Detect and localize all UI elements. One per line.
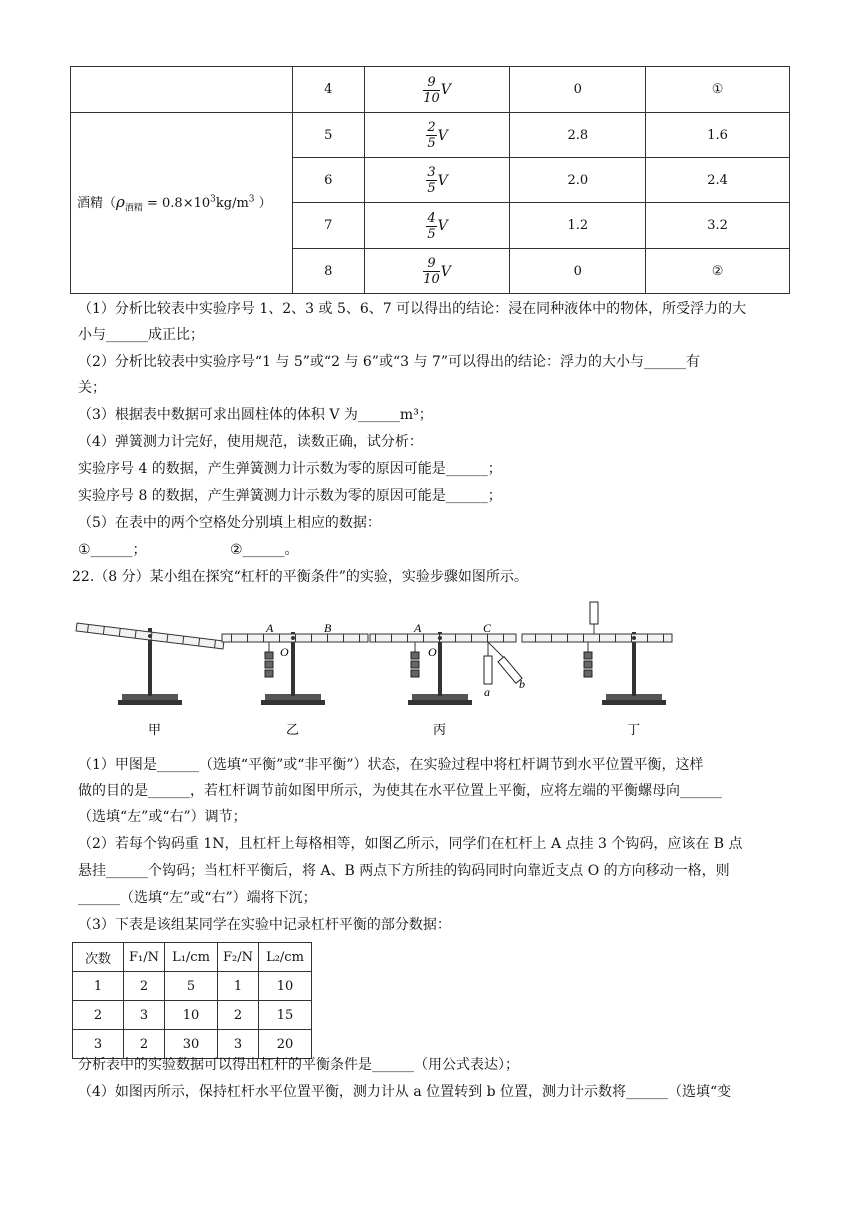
volume-fraction: $\frac{2}{5}$ V <box>364 113 510 158</box>
q22-part1-line1: （1）甲图是______（选填“平衡”或“非平衡”）状态，在实验过程中将杠杆调节到水平位置平衡，这样 <box>78 757 704 773</box>
lever-bing <box>370 621 525 705</box>
alcohol-density-label: 酒精（$\rho_{酒精} = 0.8\times 10^3kg/m^3$ ） <box>71 113 293 294</box>
point-label-O: O <box>428 645 437 659</box>
lever-jia <box>76 623 224 705</box>
spring-reading: 0 <box>510 249 646 294</box>
trial-number: 5 <box>292 113 364 158</box>
empty-cell <box>71 67 293 113</box>
volume-fraction: $\frac{9}{10}$ V <box>364 67 510 113</box>
q22-title: 22.（8 分）某小组在探究“杠杆的平衡条件”的实验，实验步骤如图所示。 <box>72 569 528 585</box>
fig-label-ding: 丁 <box>627 722 641 737</box>
point-label-A: A <box>414 621 422 635</box>
buoyancy-value: ② <box>646 249 790 294</box>
table-cell: 20 <box>259 1030 312 1059</box>
q22-part2-line1: （2）若每个钩码重 1N，且杠杆上每格相等，如图乙所示，同学们在杠杆上 A 点挂 3 个钩码，应该在 B 点 <box>78 836 743 852</box>
table-cell: 15 <box>259 1001 312 1030</box>
q21-part4-line1: （4）弹簧测力计完好，使用规范，读数正确，试分析： <box>78 434 423 450</box>
table-row <box>73 972 312 1001</box>
buoyancy-value: 2.4 <box>646 158 790 203</box>
table-cell: 3 <box>73 1030 124 1059</box>
q21-part5-line1: （5）在表中的两个空格处分别填上相应的数据： <box>78 515 381 531</box>
spring-reading: 2.8 <box>510 113 646 158</box>
table-cell: 1 <box>73 972 124 1001</box>
table-cell: 3 <box>218 1030 259 1059</box>
lever-ding <box>522 602 672 705</box>
table-cell: 1 <box>218 972 259 1001</box>
q22-part1-line3: （选填“左”或“右”）调节； <box>78 809 247 825</box>
header-cell: 次数 <box>73 943 124 972</box>
lever-yi <box>222 621 368 705</box>
q22-part4: （4）如图丙所示，保持杠杆水平位置平衡，测力计从 a 位置转到 b 位置，测力计示数将______（选填“变 <box>78 1084 732 1100</box>
point-label-A: A <box>266 621 274 635</box>
point-label-b: b <box>519 677 525 691</box>
table-cell: 10 <box>259 972 312 1001</box>
q22-part3: （3）下表是该组某同学在实验中记录杠杆平衡的部分数据： <box>78 917 451 933</box>
table-cell: 2 <box>124 972 165 1001</box>
table-cell: 2 <box>218 1001 259 1030</box>
fig-label-yi: 乙 <box>286 722 300 737</box>
point-label-B: B <box>324 621 332 635</box>
q21-part3: （3）根据表中数据可求出圆柱体的体积 V 为______m³； <box>78 407 433 423</box>
table-row <box>71 67 790 113</box>
q21-part2-line1: （2）分析比较表中实验序号“1 与 5”或“2 与 6”或“3 与 7”可以得出的结论：浮力的大小与______有 <box>78 354 700 370</box>
trial-number: 8 <box>292 249 364 294</box>
lever-data-table <box>72 942 312 1059</box>
lever-figure <box>72 600 792 742</box>
table-cell: 30 <box>165 1030 218 1059</box>
q22-part2-line3: ______（选填“左”或“右”）端将下沉； <box>78 890 317 906</box>
fig-label-jia: 甲 <box>148 722 162 737</box>
buoyancy-value: 3.2 <box>646 203 790 249</box>
spring-scale-up <box>590 602 598 624</box>
buoyancy-value: 1.6 <box>646 113 790 158</box>
q21-part4-line3: 实验序号 8 的数据，产生弹簧测力计示数为零的原因可能是______； <box>78 488 502 504</box>
table-header-row <box>73 943 312 972</box>
table-cell: 2 <box>73 1001 124 1030</box>
table-cell: 5 <box>165 972 218 1001</box>
header-cell: F₁/N <box>124 943 165 972</box>
q22-part3-after: 分析表中的实验数据可以得出杠杆的平衡条件是______（用公式表达）； <box>78 1057 519 1073</box>
trial-number: 6 <box>292 158 364 203</box>
buoyancy-value: ① <box>646 67 790 113</box>
table-row <box>73 1001 312 1030</box>
q22-part2-line2: 悬挂______个钩码；当杠杆平衡后，将 A、B 两点下方所挂的钩码同时向靠近支点 O 的方向移动一格，则 <box>78 863 730 879</box>
volume-fraction: $\frac{4}{5}$ V <box>364 203 510 249</box>
q21-part4-line2: 实验序号 4 的数据，产生弹簧测力计示数为零的原因可能是______； <box>78 461 502 477</box>
volume-fraction: $\frac{3}{5}$ V <box>364 158 510 203</box>
point-label-a: a <box>484 685 490 699</box>
table-cell: 10 <box>165 1001 218 1030</box>
q21-blank2: ②______。 <box>230 542 299 558</box>
header-cell: L₂/cm <box>259 943 312 972</box>
spring-reading: 0 <box>510 67 646 113</box>
q21-part2-line2: 关； <box>78 380 106 396</box>
table-cell: 3 <box>124 1001 165 1030</box>
q22-part1-line2: 做的目的是______，若杠杆调节前如图甲所示，为使其在水平位置上平衡，应将左端的平衡螺母向______ <box>78 783 722 799</box>
header-cell: L₁/cm <box>165 943 218 972</box>
q21-part1-line1: （1）分析比较表中实验序号 1、2、3 或 5、6、7 可以得出的结论：浸在同种液体中的物体，所受浮力的大 <box>78 301 747 317</box>
spring-reading: 2.0 <box>510 158 646 203</box>
table-cell: 2 <box>124 1030 165 1059</box>
volume-fraction: $\frac{9}{10}$ V <box>364 249 510 294</box>
q21-part1-line2: 小与______成正比； <box>78 327 204 343</box>
point-label-O: O <box>280 645 289 659</box>
fig-label-bing: 丙 <box>433 722 447 737</box>
spring-reading: 1.2 <box>510 203 646 249</box>
q21-blank1: ①______； <box>78 542 147 558</box>
trial-number: 7 <box>292 203 364 249</box>
trial-number: 4 <box>292 67 364 113</box>
spring-scale-a <box>484 656 492 684</box>
point-label-C: C <box>483 621 492 635</box>
table-row <box>71 113 790 158</box>
header-cell: F₂/N <box>218 943 259 972</box>
buoyancy-table <box>70 66 790 294</box>
